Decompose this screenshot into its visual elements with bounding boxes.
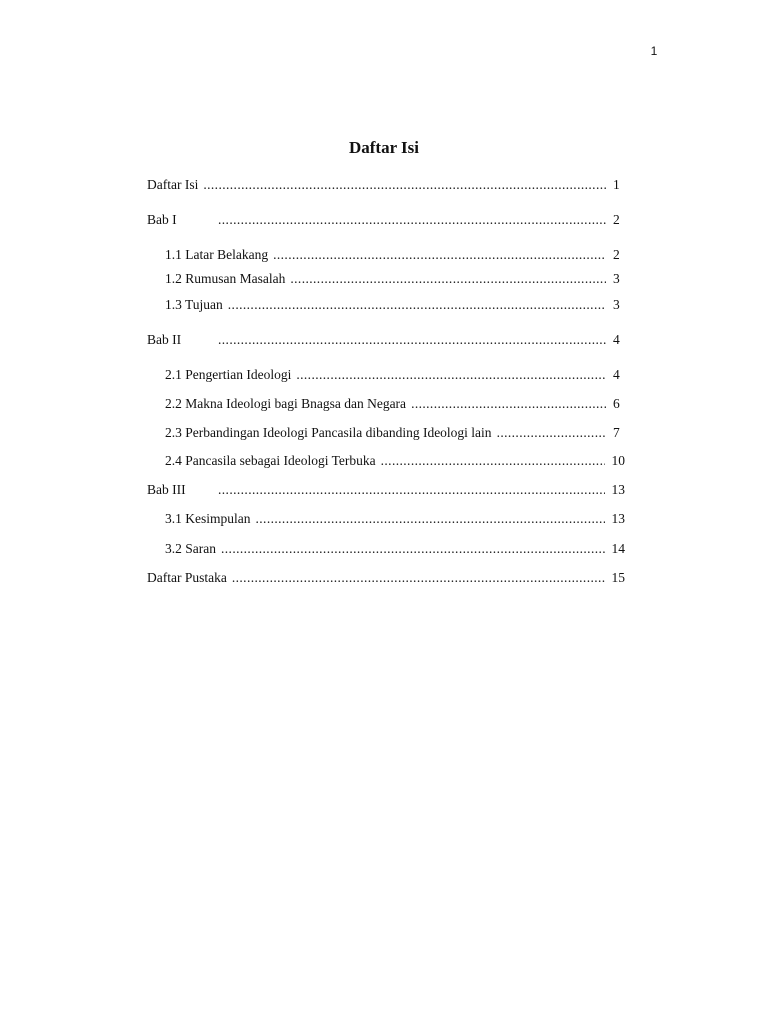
entry-page: 2 [613, 247, 620, 262]
entry-page: 1 [613, 177, 620, 192]
dot-leader [228, 295, 606, 315]
entry-label: Bab III [147, 482, 186, 497]
toc-entry-bab-1[interactable] [147, 210, 625, 230]
dot-leader [273, 245, 606, 265]
entry-page: 15 [611, 570, 625, 585]
toc-entry-2-2[interactable] [165, 394, 625, 414]
toc-title: Daftar Isi [348, 138, 420, 157]
entry-page: 2 [613, 212, 620, 227]
entry-label: 1.3 Tujuan [165, 297, 223, 312]
entry-label: Daftar Pustaka [147, 570, 227, 585]
entry-label: Daftar Isi [147, 177, 199, 192]
dot-leader [218, 210, 606, 230]
entry-page: 3 [613, 271, 620, 286]
entry-label: Bab II [147, 332, 182, 347]
toc-entry-bab-2[interactable] [147, 330, 625, 350]
dot-leader [381, 451, 605, 471]
dot-leader [497, 423, 606, 443]
entry-label: 2.3 Perbandingan Ideologi Pancasila dibanding Ideologi lain [165, 425, 492, 440]
entry-label: 1.1 Latar Belakang [165, 247, 269, 262]
dot-leader [290, 269, 606, 289]
entry-label: Bab I [147, 212, 177, 227]
entry-label: 2.1 Pengertian Ideologi [165, 367, 292, 382]
dot-leader [218, 480, 605, 500]
entry-page: 4 [613, 332, 620, 347]
toc-entry-3-1[interactable] [165, 509, 625, 529]
entry-page: 3 [613, 297, 620, 312]
entry-page: 13 [611, 482, 625, 497]
dot-leader [296, 365, 606, 385]
toc-entry-2-1[interactable] [165, 365, 625, 385]
entry-label: 3.2 Saran [165, 541, 216, 556]
entry-page: 10 [611, 453, 625, 468]
entry-page: 6 [613, 396, 620, 411]
dot-leader [203, 175, 606, 195]
entry-page: 7 [613, 425, 620, 440]
toc-entry-2-4[interactable] [165, 451, 625, 471]
toc-entry-daftar-isi[interactable] [147, 175, 625, 195]
toc-entry-daftar-pustaka[interactable] [147, 568, 625, 588]
toc-entry-3-2[interactable] [165, 539, 625, 559]
dot-leader [221, 539, 605, 559]
entry-label: 1.2 Rumusan Masalah [165, 271, 286, 286]
page-number: 1 [650, 44, 658, 58]
toc-entry-1-1[interactable] [165, 245, 625, 265]
entry-label: 2.2 Makna Ideologi bagi Bnagsa dan Negara [165, 396, 407, 411]
entry-page: 4 [613, 367, 620, 382]
entry-page: 13 [611, 511, 625, 526]
toc-entry-1-3[interactable] [165, 295, 625, 315]
toc-entry-1-2[interactable] [165, 269, 625, 289]
toc-entry-2-3[interactable] [165, 423, 625, 443]
dot-leader [232, 568, 605, 588]
toc-entry-bab-3[interactable] [147, 480, 625, 500]
dot-leader [256, 509, 605, 529]
entry-label: 3.1 Kesimpulan [165, 511, 251, 526]
dot-leader [218, 330, 606, 350]
entry-page: 14 [611, 541, 625, 556]
entry-label: 2.4 Pancasila sebagai Ideologi Terbuka [165, 453, 376, 468]
dot-leader [411, 394, 606, 414]
